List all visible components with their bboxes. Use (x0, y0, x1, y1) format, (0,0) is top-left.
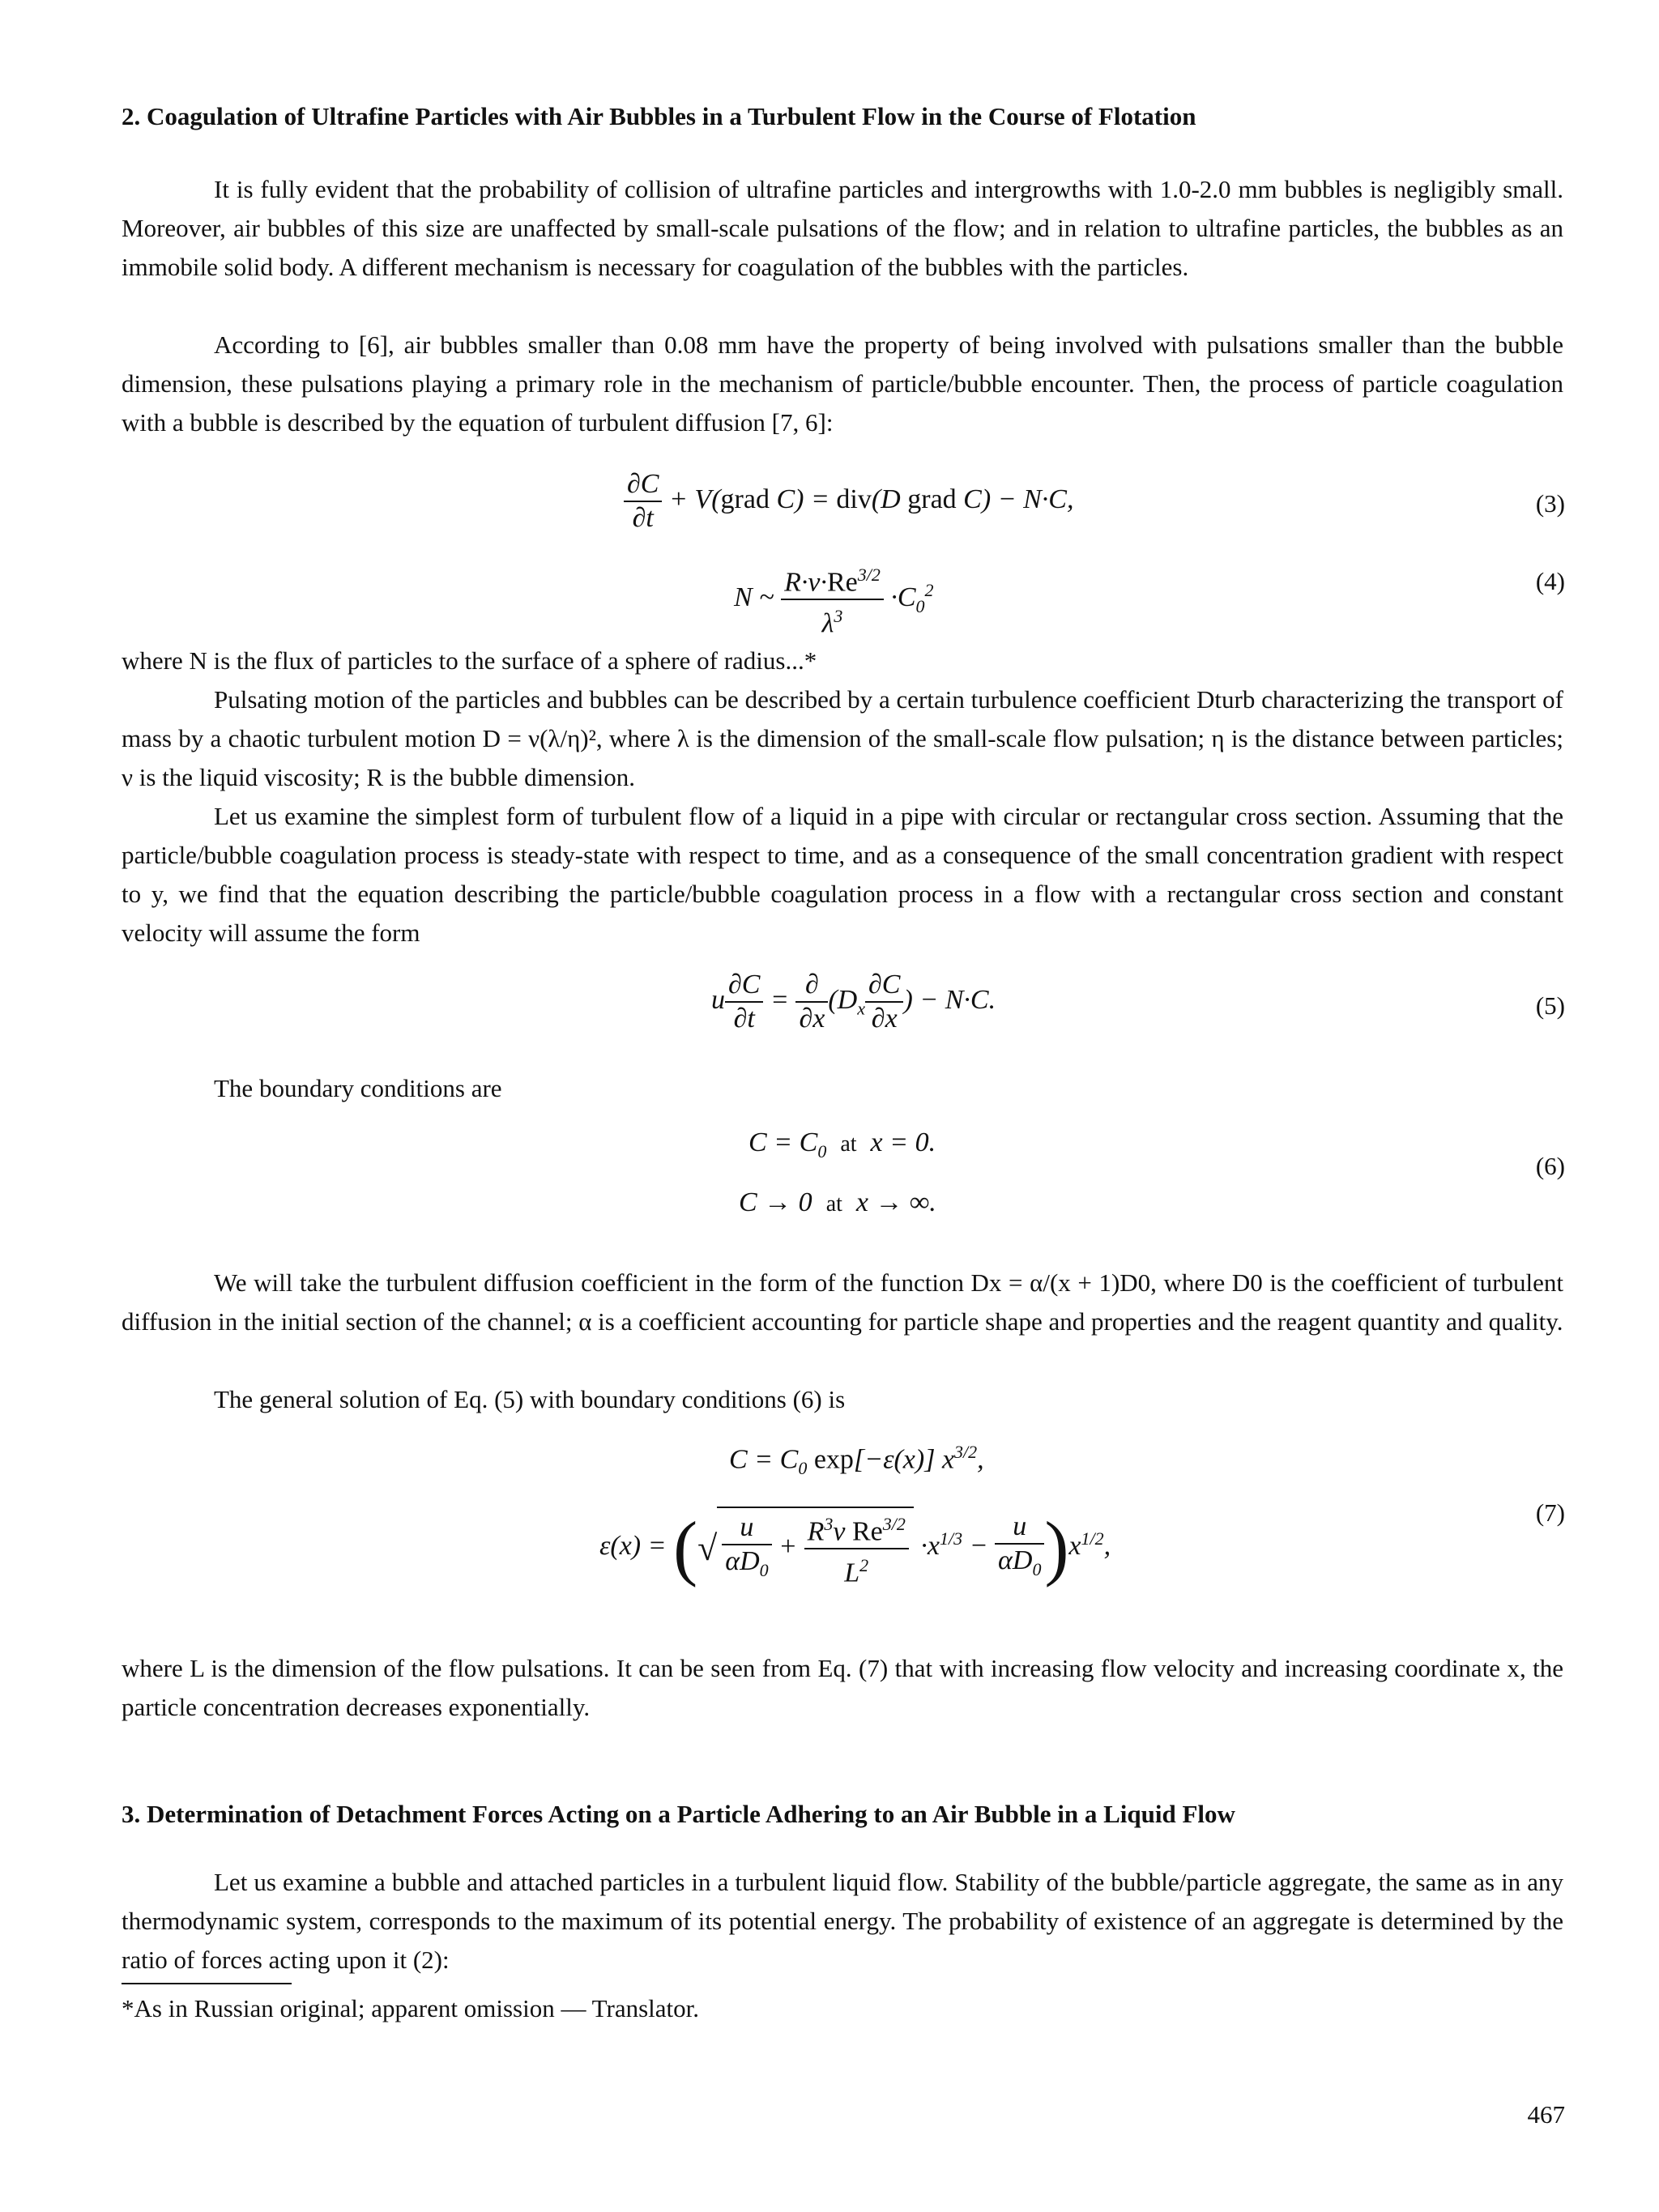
section-2-paragraph-7: The general solution of Eq. (5) with boundary conditions (6) is (214, 1385, 846, 1413)
section-2-paragraph-2: According to [6], air bubbles smaller than 0.08 mm have the property of being involved with pulsations smaller than the bubble dimension, these pulsations playing a primary role in the mechanism of particle/bubble encounter. Then, the process of particle coagulation with a bubble is described by the equation of turbulent diffusion [7, 6]: (122, 330, 1563, 437)
section-2-heading: 2. Coagulation of Ultrafine Particles with Air Bubbles in a Turbulent Flow in the Course of Flotation (122, 102, 1196, 130)
equation-7-number: (7) (1535, 1498, 1565, 1527)
section-2-paragraph-8: where L is the dimension of the flow pulsations. It can be seen from Eq. (7) that with increasing flow velocity and increasing coordinate x, the particle concentration decreases exponentially. (122, 1654, 1563, 1721)
section-2-paragraph-6: We will take the turbulent diffusion coefficient in the form of the function Dx = α/(x + 1)D0, where D0 is the coefficient of turbulent diffusion in the initial section of the channel; α is a coefficient accounting for particle shape and properties and the reagent quantity and quality. (122, 1268, 1563, 1336)
section-2-paragraph-1: It is fully evident that the probability of collision of ultrafine particles and intergrowths with 1.0-2.0 mm bubbles is negligibly small. Moreover, air bubbles of this size are unaffected by small-scale pulsations of the flow; and in relation to ultrafine particles, the bubbles as an immobile solid body. A different mechanism is necessary for coagulation of the bubbles with the particles. (122, 175, 1563, 281)
equation-6-line-1: $C = C_0$ at x = 0. (748, 1127, 936, 1161)
equation-6-line-2: C → 0 at x → ∞. (739, 1187, 936, 1217)
footnote: *As in Russian original; apparent omission — Translator. (122, 1994, 699, 2022)
section-2-paragraph-4: Pulsating motion of the particles and bubbles can be described by a certain turbulence coefficient Dturb characterizing the transport of mass by a chaotic turbulent motion D = ν(λ/η)², where λ is the dimension of the small-scale flow pulsation; η is the distance between particles; ν is the liquid viscosity; R is the bubble dimension. (122, 685, 1563, 791)
equation-7-line-1: $C = C_0$ exp[−ε(x)] $x^{3/2}$, (729, 1442, 984, 1479)
section-2-paragraph-3: where N is the flux of particles to the surface of a sphere of radius...* (122, 646, 817, 675)
equation-7-line-2: ε(x) = (√ $\frac{u}{\alpha D_0}$ + $\frac{R^3\nu Re^{3/2}}{L^2}$ $\cdot x^{1/3}$ − $\frac{u}{\alpha D_0}$ )$x^{1/2}$, (599, 1507, 1111, 1588)
section-3-heading: 3. Determination of Detachment Forces Acting on a Particle Adhering to an Air Bubble in a Liquid Flow (122, 1800, 1235, 1828)
section-2-paragraph-5: Let us examine the simplest form of turbulent flow of a liquid in a pipe with circular or rectangular cross section. Assuming that the particle/bubble coagulation process is steady-state with respect to time, and as a consequence of the small concentration gradient with respect to y, we find that the equation describing the particle/bubble coagulation process in a flow with a rectangular cross section and constant velocity will assume the form (122, 802, 1563, 947)
equation-5-number: (5) (1535, 991, 1565, 1020)
equation-4-number: (4) (1535, 567, 1565, 595)
section-3-paragraph-1: Let us examine a bubble and attached particles in a turbulent liquid flow. Stability of the bubble/particle aggregate, the same as in any thermodynamic system, corresponds to the maximum of its potential energy. The probability of existence of an aggregate is determined by the ratio of forces acting upon it (2): (122, 1868, 1563, 1974)
equation-6-number: (6) (1535, 1152, 1565, 1180)
page-number: 467 (1527, 2100, 1565, 2129)
equation-3: $\frac{\partial C}{\partial t}$ + V(grad C) = div(D grad C) − N·C, (624, 468, 1073, 535)
equation-3-number: (3) (1535, 489, 1565, 518)
equation-5: u $\frac{\partial C}{\partial t}$ = $\frac{\partial}{\partial x}$ ($D_x$ $\frac{\partial C}{\partial x}$ ) − N·C. (711, 970, 996, 1034)
equation-4: N ~ $\frac{R\cdot\nu\cdot Re^{3/2}}{\lambda^3}$ $\cdot C_0^2$ (734, 565, 934, 639)
footnote-divider (122, 1983, 292, 1984)
boundary-conditions-label: The boundary conditions are (214, 1074, 502, 1102)
